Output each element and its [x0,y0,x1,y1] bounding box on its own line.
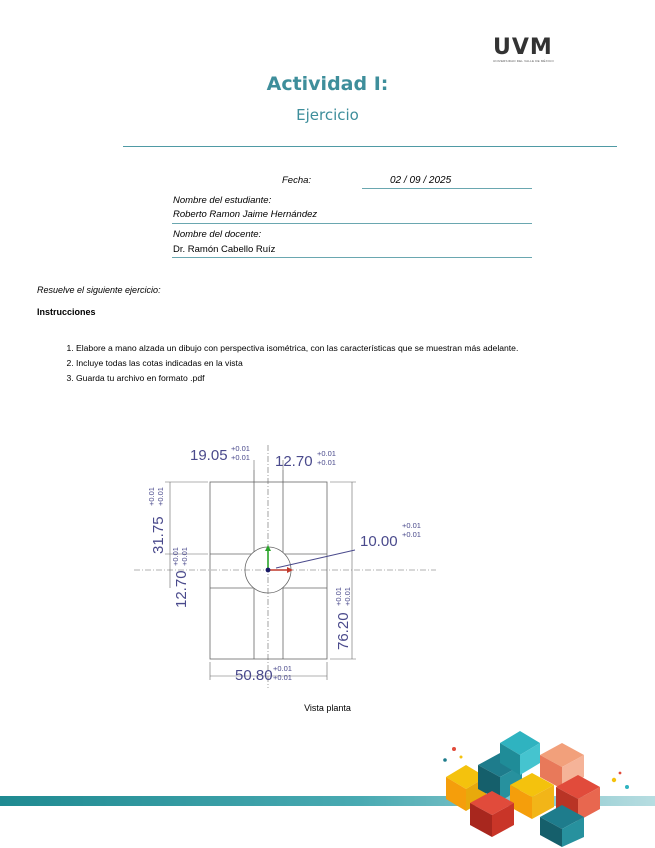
tol-plus: +0.01 [231,444,250,453]
teacher-value: Dr. Ramón Cabello Ruíz [173,244,276,255]
uvm-logo [493,37,561,63]
tol-plus: +0.01 [171,547,180,566]
page-subtitle: Ejercicio [296,106,359,124]
tol-plus: +0.01 [147,487,156,506]
dim-19-05: 19.05 [190,447,228,464]
technical-drawing [120,430,450,695]
instruction-item: 3. Guarda tu archivo en formato .pdf [76,372,606,384]
page-title: Actividad I: [266,73,389,95]
teacher-label: Nombre del docente: [173,229,262,240]
instructions-list [58,342,606,387]
instruction-item: 1. Elabore a mano alzada un dibujo con perspectiva isométrica, con las características que se muestran más adelante. [76,342,606,354]
dim-12-70-left: 12.70 [173,570,190,608]
instructions-heading: Instrucciones [37,307,96,317]
intro-text: Resuelve el siguiente ejercicio: [37,285,161,295]
date-underline [362,188,532,189]
tol-minus: +0.01 [273,673,292,682]
tol-plus: +0.01 [317,449,336,458]
student-value: Roberto Ramon Jaime Hernández [173,209,318,220]
footer-decoration [0,725,655,848]
dim-10-00: 10.00 [360,533,398,550]
tol-minus: +0.01 [156,487,165,506]
dim-76-20: 76.20 [335,612,352,650]
dim-12-70-top: 12.70 [275,453,313,470]
instruction-item: 2. Incluye todas las cotas indicadas en la vista [76,357,606,369]
tol-minus: +0.01 [231,453,250,462]
tol-plus: +0.01 [334,587,343,606]
dim-31-75: 31.75 [150,516,167,554]
student-label: Nombre del estudiante: [173,195,272,206]
tol-minus: +0.01 [343,587,352,606]
date-value: 02 / 09 / 2025 [390,175,452,186]
date-label: Fecha: [282,175,312,186]
tol-plus: +0.01 [402,521,421,530]
student-underline [172,223,532,224]
origin-point [266,568,271,573]
dim-50-80: 50.80 [235,667,273,684]
logo-text: UVM [493,35,553,60]
tol-minus: +0.01 [317,458,336,467]
drawing-caption: Vista planta [304,703,351,713]
logo-tagline: UNIVERSIDAD DEL VALLE DE MÉXICO [493,59,554,63]
title-divider [123,146,617,147]
teacher-underline [172,257,532,258]
tol-plus: +0.01 [273,664,292,673]
cube-cluster [446,731,600,847]
tol-minus: +0.01 [402,530,421,539]
tol-minus: +0.01 [180,547,189,566]
